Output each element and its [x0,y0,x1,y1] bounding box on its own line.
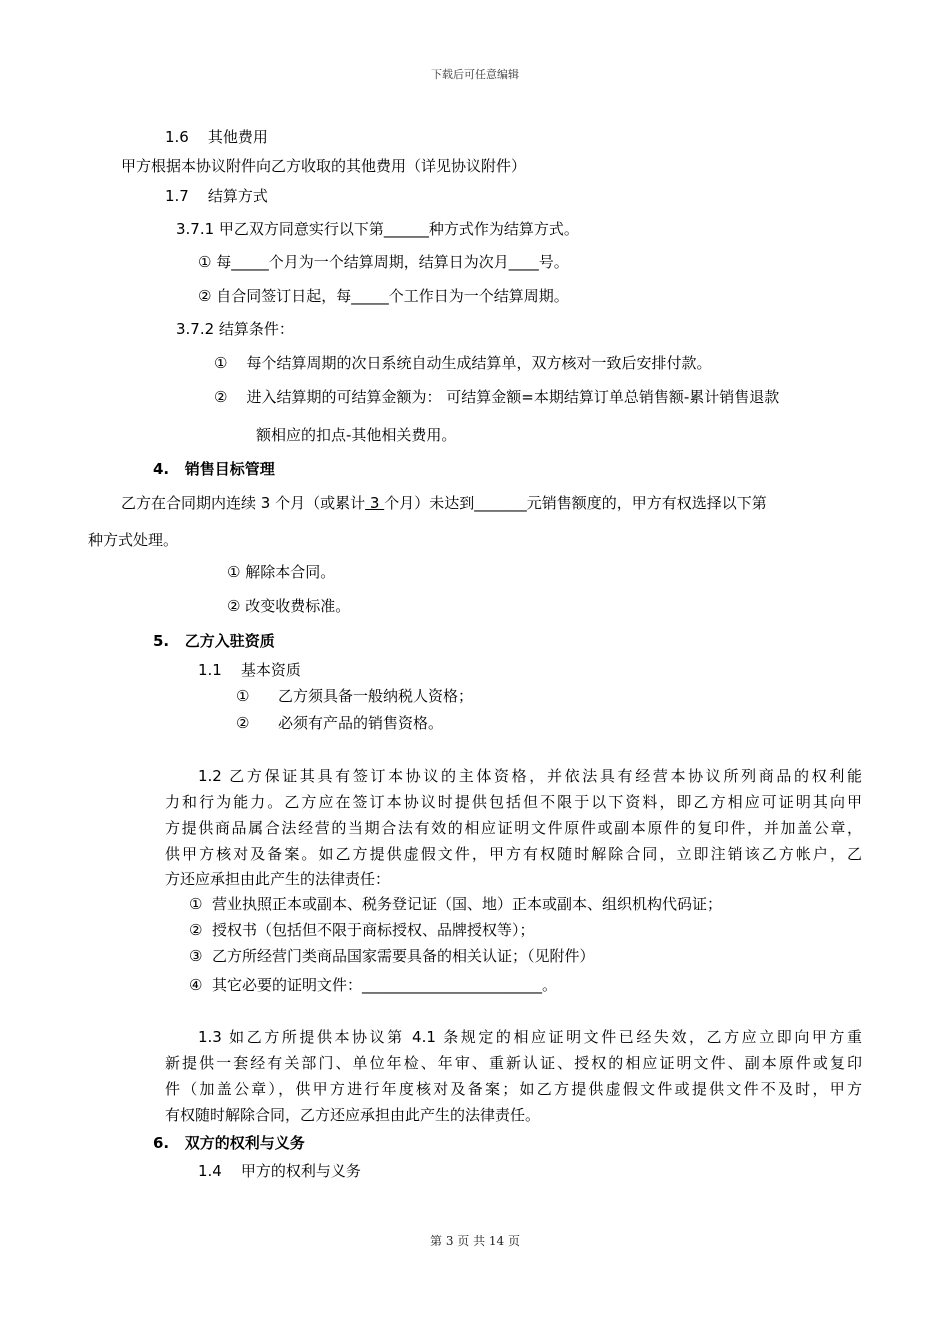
document-item-4: ④ 其它必要的证明文件：________________________。 [189,976,557,994]
sales-target-text [121,493,767,513]
section-1-7-heading: 1.7 结算方式 [165,187,268,205]
section-1-3-para-line4: 有权随时解除合同，乙方还应承担由此产生的法律责任。 [165,1106,541,1124]
page-header: 下载后可任意编辑 [431,68,519,81]
section-1-2-para-line3: 方提供商品属合法经营的当期合法有效的相应证明文件原件或副本原件的复印件，并加盖公章， [165,819,862,837]
page-footer: 第 3 页 共 14 页 [430,1234,520,1248]
section-4-heading: 4. 销售目标管理 [153,460,275,478]
sales-option-2: ② 改变收费标准。 [227,597,351,615]
section-6-heading: 6. 双方的权利与义务 [153,1134,305,1152]
clause-3-7-1: 3.7.1 甲乙双方同意实行以下第______种方式作为结算方式。 [176,220,579,238]
section-5-heading: 5. 乙方入驻资质 [153,632,275,650]
clause-3-7-2: 3.7.2 结算条件： [176,320,294,338]
settlement-option-1: ① 每_____个月为一个结算周期，结算日为次月____号。 [198,253,569,271]
sales-target-part-a: 乙方在合同期内连续 3 个月（或累计 [121,494,366,512]
document-item-3: ③ 乙方所经营门类商品国家需要具备的相关认证；（见附件） [189,947,595,965]
settlement-condition-2-cont: 额相应的扣点-其他相关费用。 [256,426,457,444]
section-1-2-para-line4: 供甲方核对及备案。如乙方提供虚假文件，甲方有权随时解除合同，立即注销该乙方帐户，乙 [165,845,862,863]
basic-qualification-1: ① 乙方须具备一般纳税人资格； [236,687,474,705]
document-item-1: ① 营业执照正本或副本、税务登记证（国、地）正本或副本、组织机构代码证； [189,895,722,913]
section-1-2-para-line1: 1.2 乙方保证其具有签订本协议的主体资格，并依法具有经营本协议所列商品的权利能 [198,767,862,785]
section-1-1-heading: 1.1 基本资质 [198,661,301,679]
section-1-2-para-line2: 力和行为能力。乙方应在签订本协议时提供包括但不限于以下资料，即乙方相应可证明其向甲 [165,793,862,811]
settlement-condition-1: ① 每个结算周期的次日系统自动生成结算单，双方核对一致后安排付款。 [214,354,712,372]
settlement-option-2: ② 自合同签订日起，每_____个工作日为一个结算周期。 [198,287,569,305]
section-1-3-para-line3: 件（加盖公章），供甲方进行年度核对及备案；如乙方提供虚假文件或提供文件不及时，甲方 [165,1080,862,1098]
sales-target-months: 3 [365,494,385,512]
sales-target-part-b: 个月）未达到_______元销售额度的，甲方有权选择以下第 [384,494,767,512]
section-1-6-heading: 1.6 其他费用 [165,128,268,146]
document-item-2: ② 授权书（包括但不限于商标授权、品牌授权等）； [189,921,535,939]
section-1-3-para-line2: 新提供一套经有关部门、单位年检、年审、重新认证、授权的相应证明文件、副本原件或复印 [165,1054,862,1072]
basic-qualification-2: ② 必须有产品的销售资格。 [236,714,444,732]
settlement-condition-2: ② 进入结算期的可结算金额为： 可结算金额=本期结算订单总销售额-累计销售退款 [214,388,780,406]
sales-target-text-cont: 种方式处理。 [88,531,179,549]
section-1-3-para-line1: 1.3 如乙方所提供本协议第 4.1 条规定的相应证明文件已经失效，乙方应立即向甲方重 [198,1028,862,1046]
sales-option-1: ① 解除本合同。 [227,563,336,581]
section-1-2-para-line5: 方还应承担由此产生的法律责任： [165,870,391,888]
section-1-4-heading: 1.4 甲方的权利与义务 [198,1162,361,1180]
other-fees-text: 甲方根据本协议附件向乙方收取的其他费用（详见协议附件） [121,157,527,175]
